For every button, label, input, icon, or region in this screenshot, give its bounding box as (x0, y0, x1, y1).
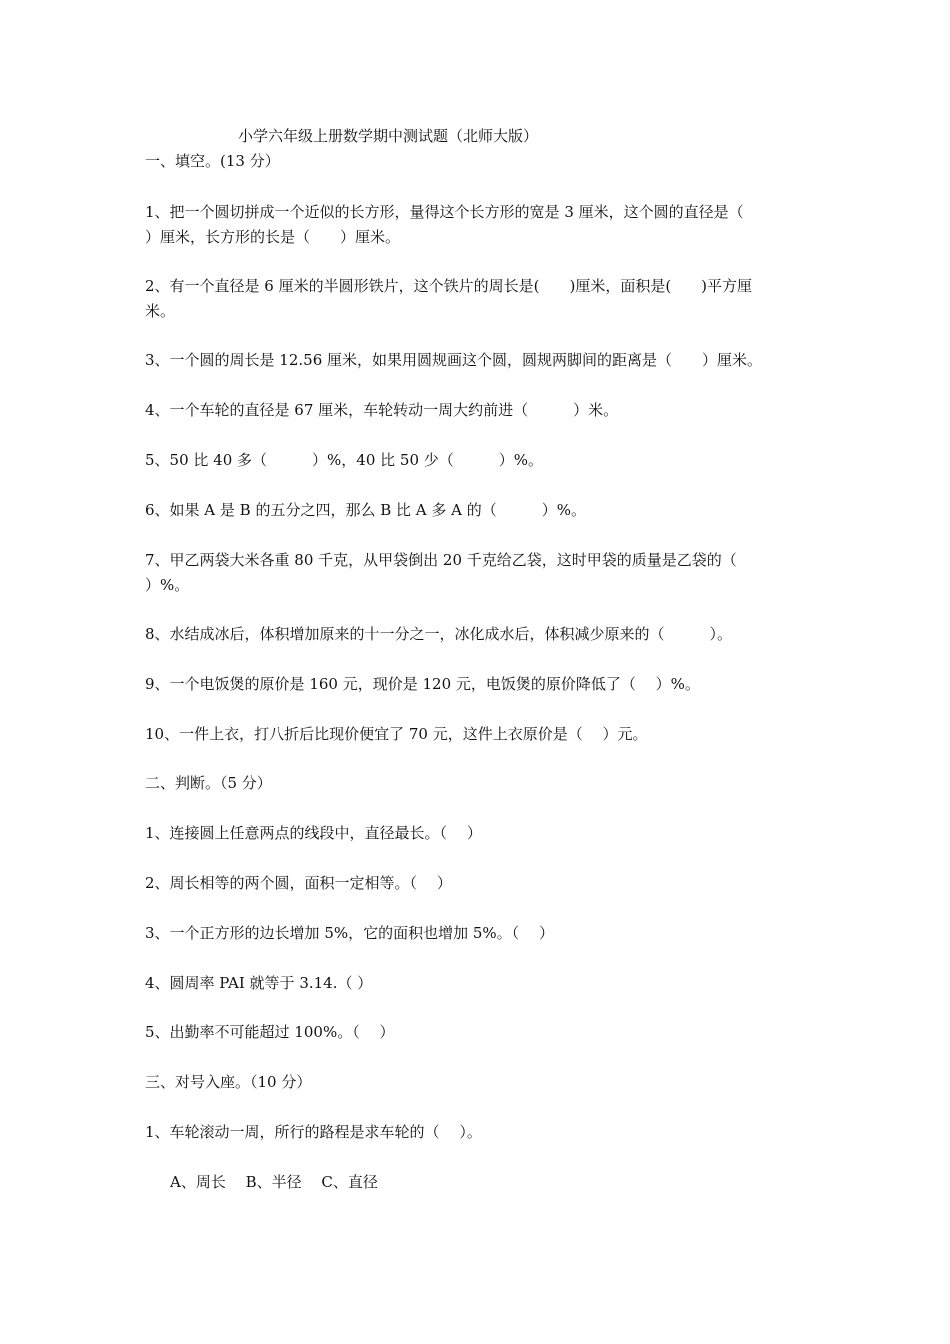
judge-question-4: 4、圆周率 PAI 就等于 3.14.（ ） (145, 974, 373, 992)
fill-question-9: 9、一个电饭煲的原价是 160 元，现价是 120 元，电饭煲的原价降低了（ ）%。 (145, 675, 700, 693)
fill-question-6: 6、如果 A 是 B 的五分之四，那么 B 比 A 多 A 的（ ）%。 (145, 501, 587, 519)
fill-question-2-line2: 米。 (145, 302, 176, 320)
judge-question-3: 3、一个正方形的边长增加 5%，它的面积也增加 5%。（ ） (145, 924, 554, 942)
fill-question-4: 4、一个车轮的直径是 67 厘米，车轮转动一周大约前进（ ）米。 (145, 401, 619, 419)
choice-question-1-options: A、周长 B、半径 C、直径 (170, 1173, 378, 1191)
fill-question-3: 3、一个圆的周长是 12.56 厘米，如果用圆规画这个圆，圆规两脚间的距离是（ ）厘米。 (145, 351, 763, 369)
document-title: 小学六年级上册数学期中测试题（北师大版） (238, 127, 539, 145)
section1-heading: 一、填空。(13 分） (145, 152, 280, 170)
choice-question-1: 1、车轮滚动一周，所行的路程是求车轮的（ ）。 (145, 1123, 482, 1141)
fill-question-1-line1: 1、把一个圆切拼成一个近似的长方形，量得这个长方形的宽是 3 厘米，这个圆的直径是（ (145, 203, 744, 221)
judge-question-2: 2、周长相等的两个圆，面积一定相等。（ ） (145, 874, 452, 892)
fill-question-2-line1: 2、有一个直径是 6 厘米的半圆形铁片，这个铁片的周长是( )厘米，面积是( )平方厘 (145, 277, 753, 295)
fill-question-7-line2: ）%。 (145, 576, 190, 594)
judge-question-1: 1、连接圆上任意两点的线段中，直径最长。（ ） (145, 824, 482, 842)
fill-question-7-line1: 7、甲乙两袋大米各重 80 千克，从甲袋倒出 20 千克给乙袋，这时甲袋的质量是乙袋的（ (145, 551, 737, 569)
judge-question-5: 5、出勤率不可能超过 100%。（ ） (145, 1023, 395, 1041)
fill-question-8: 8、水结成冰后，体积增加原来的十一分之一，冰化成水后，体积减少原来的（ ）。 (145, 625, 733, 643)
section2-heading: 二、判断。（5 分） (145, 774, 272, 792)
fill-question-1-line2: ）厘米，长方形的长是（ ）厘米。 (145, 228, 401, 246)
fill-question-10: 10、一件上衣，打八折后比现价便宜了 70 元，这件上衣原价是（ ）元。 (145, 725, 648, 743)
section3-heading: 三、对号入座。（10 分） (145, 1073, 312, 1091)
fill-question-5: 5、50 比 40 多（ ）%，40 比 50 少（ ）%。 (145, 451, 544, 469)
